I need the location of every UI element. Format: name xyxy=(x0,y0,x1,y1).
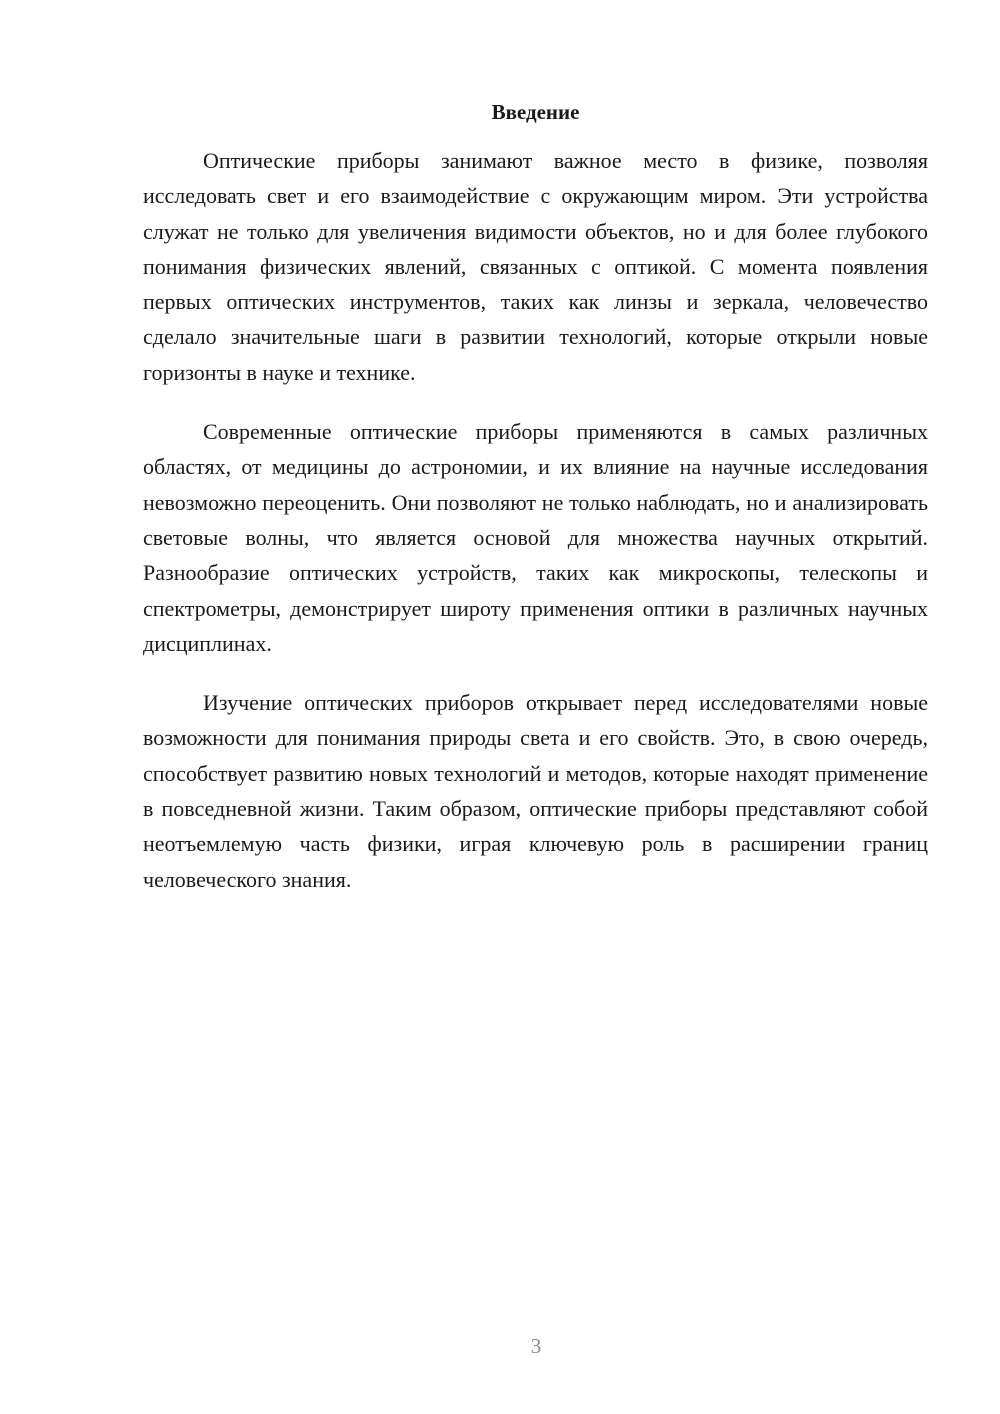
paragraph-1: Оптические приборы занимают важное место в физике, позволяя исследовать свет и его взаимодействие с окружающим миром. Эти устройства служат не только для увеличения видимости объектов, но и для более глубокого понимания физических явлений, связанных с оптикой. С момента появления первых оптических инструментов, таких как линзы и зеркала, человечество сделало значительные шаги в развитии технологий, которые открыли новые горизонты в науке и технике. xyxy=(143,148,928,385)
paragraph-2: Современные оптические приборы применяются в самых различных областях, от медицины до астрономии, и их влияние на научные исследования невозможно переоценить. Они позволяют не только наблюдать, но и анализировать световые волны, что является основой для множества научных открытий. Разнообразие оптических устройств, таких как микроскопы, телескопы и спектрометры, демонстрирует широту применения оптики в различных научных дисциплинах. xyxy=(143,419,928,656)
paragraph-3: Изучение оптических приборов открывает перед исследователями новые возможности для понимания природы света и его свойств. Это, в свою очередь, способствует развитию новых технологий и методов, которые находят применение в повседневной жизни. Таким образом, оптические приборы представляют собой неотъемлемую часть физики, играя ключевую роль в расширении границ человеческого знания. xyxy=(143,690,928,892)
section-title: Введение xyxy=(491,100,580,124)
page-number: 3 xyxy=(530,1334,542,1358)
body-text xyxy=(143,143,928,921)
